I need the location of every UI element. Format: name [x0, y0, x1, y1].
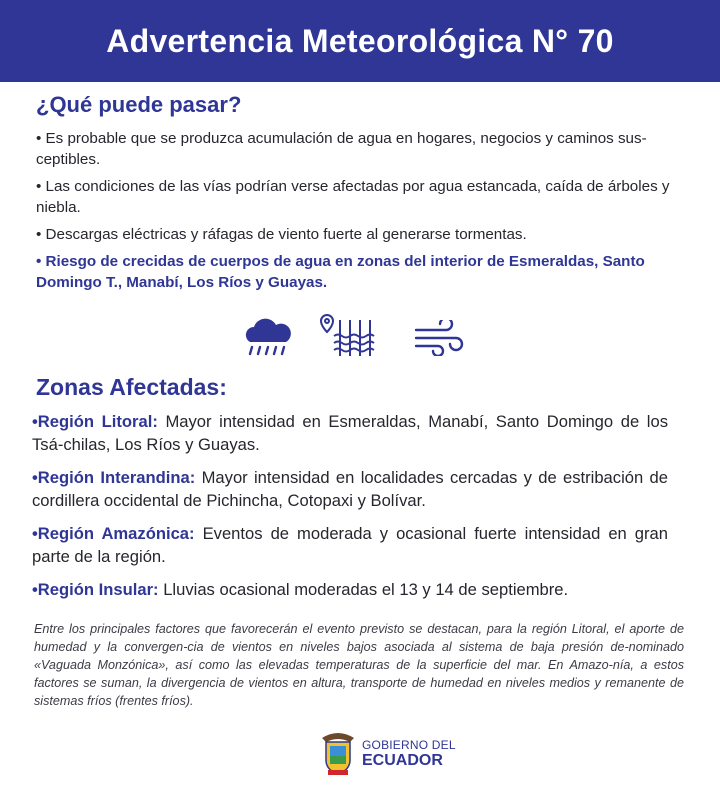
region-description: Eventos de moderada y ocasional fuerte intensidad en gran parte de la región.: [32, 524, 668, 566]
list-item: [32, 410, 668, 456]
section-title-what-can-happen: ¿Qué puede pasar?: [36, 92, 242, 117]
factors-note: Entre los principales factores que favorecerán el evento previsto se destacan, para la región Litoral, el aporte de humedad y la convergen-cia de vientos en niveles bajos asociada al sistema de baja presión de-nominado «Vaguada Monzónica», así como las elevadas temperaturas de la superficie del mar. En Amazo-nía, a estos factores se suman, la divergencia de vientos en altura, transporte de humedad en niveles medios y remanente de sistemas fríos (frentes fríos).: [34, 622, 684, 708]
region-description: Mayor intensidad en localidades cercadas y de estribación de cordillera occidental de Pichincha, Cotopaxi y Bolívar.: [32, 468, 668, 510]
list-item: • Es probable que se produzca acumulación de agua en hogares, negocios y caminos sus-ceptibles.: [36, 130, 647, 168]
region-name: •Región Amazónica:: [32, 524, 195, 543]
logo-line-1: GOBIERNO DEL: [362, 738, 456, 752]
government-logo: [318, 726, 458, 782]
wind-icon: [414, 320, 466, 361]
region-name: •Región Litoral:: [32, 412, 158, 431]
region-name: •Región Interandina:: [32, 468, 196, 487]
coat-of-arms-icon: [318, 728, 358, 783]
list-item: [32, 466, 668, 512]
list-item: [32, 578, 668, 601]
list-item-highlight: • Riesgo de crecidas de cuerpos de agua en zonas del interior de Esmeraldas, Santo Domingo T., Manabí, Los Ríos y Guayas.: [36, 253, 645, 291]
list-item: • Descargas eléctricas y ráfagas de viento fuerte al generarse tormentas.: [36, 226, 527, 243]
list-item: • Las condiciones de las vías podrían verse afectadas por agua estancada, caída de árboles y niebla.: [36, 178, 670, 216]
region-name: •Región Insular:: [32, 580, 159, 599]
rain-cloud-icon: [240, 316, 294, 365]
logo-line-2: ECUADOR: [362, 752, 443, 769]
section-title-affected-zones: Zonas Afectadas:: [36, 374, 227, 400]
list-item: [32, 522, 668, 568]
what-can-happen-list: [36, 128, 676, 299]
page-title: Advertencia Meteorológica N° 70: [106, 22, 614, 59]
flood-location-icon: [318, 312, 378, 365]
header-banner: [0, 0, 720, 82]
region-description: Mayor intensidad en Esmeraldas, Manabí, Santo Domingo de los Tsá-chilas, Los Ríos y Guayas.: [32, 412, 668, 454]
region-description: Lluvias ocasional moderadas el 13 y 14 de septiembre.: [158, 580, 569, 599]
hazard-icons: [240, 312, 470, 364]
affected-zones-list: [32, 410, 668, 611]
